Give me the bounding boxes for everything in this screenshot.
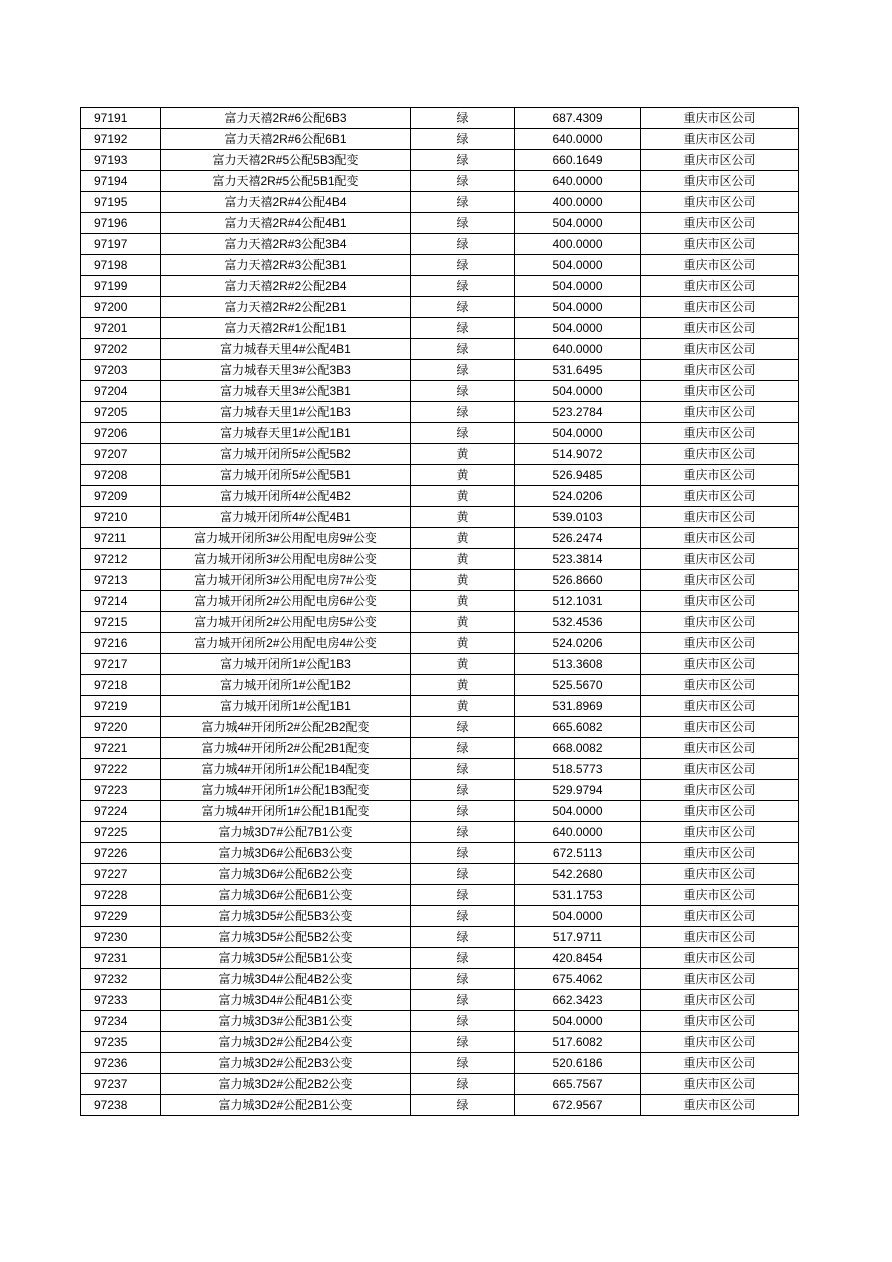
row-company: 重庆市区公司 [641, 444, 799, 465]
row-name: 富力城开闭所3#公用配电房8#公变 [161, 549, 411, 570]
row-status: 黄 [411, 444, 515, 465]
row-status: 黄 [411, 696, 515, 717]
row-value: 512.1031 [515, 591, 641, 612]
row-id: 97232 [81, 969, 161, 990]
row-company: 重庆市区公司 [641, 675, 799, 696]
row-company: 重庆市区公司 [641, 234, 799, 255]
row-id: 97234 [81, 1011, 161, 1032]
row-name: 富力天禧2R#1公配1B1 [161, 318, 411, 339]
row-company: 重庆市区公司 [641, 906, 799, 927]
row-name: 富力城3D5#公配5B2公变 [161, 927, 411, 948]
table-row [81, 423, 799, 444]
row-name: 富力城春天里4#公配4B1 [161, 339, 411, 360]
row-id: 97215 [81, 612, 161, 633]
row-company: 重庆市区公司 [641, 654, 799, 675]
table-row [81, 234, 799, 255]
table-row [81, 1053, 799, 1074]
row-name: 富力城3D3#公配3B1公变 [161, 1011, 411, 1032]
row-value: 687.4309 [515, 108, 641, 129]
row-name: 富力天禧2R#3公配3B1 [161, 255, 411, 276]
row-id: 97196 [81, 213, 161, 234]
row-id: 97230 [81, 927, 161, 948]
row-company: 重庆市区公司 [641, 696, 799, 717]
row-status: 黄 [411, 570, 515, 591]
row-company: 重庆市区公司 [641, 885, 799, 906]
row-value: 526.9485 [515, 465, 641, 486]
table-row [81, 339, 799, 360]
row-id: 97197 [81, 234, 161, 255]
row-id: 97207 [81, 444, 161, 465]
row-value: 665.6082 [515, 717, 641, 738]
row-name: 富力城3D6#公配6B3公变 [161, 843, 411, 864]
row-company: 重庆市区公司 [641, 633, 799, 654]
row-status: 绿 [411, 423, 515, 444]
transformer-table-wrap [80, 107, 799, 1116]
transformer-table [80, 107, 799, 1116]
row-status: 绿 [411, 1032, 515, 1053]
table-row [81, 633, 799, 654]
row-id: 97201 [81, 318, 161, 339]
row-id: 97220 [81, 717, 161, 738]
row-name: 富力城3D2#公配2B3公变 [161, 1053, 411, 1074]
table-row [81, 192, 799, 213]
row-status: 绿 [411, 969, 515, 990]
row-name: 富力城开闭所2#公用配电房5#公变 [161, 612, 411, 633]
row-id: 97204 [81, 381, 161, 402]
table-row [81, 381, 799, 402]
row-company: 重庆市区公司 [641, 171, 799, 192]
row-name: 富力城春天里1#公配1B1 [161, 423, 411, 444]
row-company: 重庆市区公司 [641, 864, 799, 885]
row-id: 97227 [81, 864, 161, 885]
table-row [81, 213, 799, 234]
row-company: 重庆市区公司 [641, 717, 799, 738]
row-name: 富力城开闭所2#公用配电房6#公变 [161, 591, 411, 612]
row-id: 97225 [81, 822, 161, 843]
row-company: 重庆市区公司 [641, 801, 799, 822]
row-value: 675.4062 [515, 969, 641, 990]
row-name: 富力城3D5#公配5B1公变 [161, 948, 411, 969]
row-value: 524.0206 [515, 633, 641, 654]
row-value: 504.0000 [515, 423, 641, 444]
row-value: 542.2680 [515, 864, 641, 885]
row-company: 重庆市区公司 [641, 612, 799, 633]
row-value: 504.0000 [515, 276, 641, 297]
row-name: 富力天禧2R#2公配2B4 [161, 276, 411, 297]
row-value: 520.6186 [515, 1053, 641, 1074]
row-value: 504.0000 [515, 213, 641, 234]
row-name: 富力城开闭所2#公用配电房4#公变 [161, 633, 411, 654]
row-status: 绿 [411, 402, 515, 423]
table-row [81, 717, 799, 738]
table-row [81, 465, 799, 486]
row-value: 504.0000 [515, 297, 641, 318]
row-status: 绿 [411, 150, 515, 171]
row-value: 504.0000 [515, 906, 641, 927]
row-status: 黄 [411, 465, 515, 486]
row-company: 重庆市区公司 [641, 465, 799, 486]
row-value: 532.4536 [515, 612, 641, 633]
row-status: 绿 [411, 780, 515, 801]
row-status: 绿 [411, 108, 515, 129]
row-value: 400.0000 [515, 192, 641, 213]
row-value: 526.2474 [515, 528, 641, 549]
row-status: 绿 [411, 255, 515, 276]
row-company: 重庆市区公司 [641, 192, 799, 213]
row-value: 672.5113 [515, 843, 641, 864]
table-row [81, 171, 799, 192]
row-name: 富力天禧2R#6公配6B1 [161, 129, 411, 150]
row-status: 绿 [411, 381, 515, 402]
row-value: 525.5670 [515, 675, 641, 696]
row-status: 绿 [411, 276, 515, 297]
row-name: 富力城4#开闭所1#公配1B4配变 [161, 759, 411, 780]
row-company: 重庆市区公司 [641, 948, 799, 969]
table-row [81, 129, 799, 150]
row-id: 97208 [81, 465, 161, 486]
row-status: 绿 [411, 738, 515, 759]
row-value: 518.5773 [515, 759, 641, 780]
row-status: 绿 [411, 192, 515, 213]
table-row [81, 948, 799, 969]
row-id: 97200 [81, 297, 161, 318]
table-row [81, 738, 799, 759]
table-row [81, 360, 799, 381]
row-id: 97229 [81, 906, 161, 927]
row-status: 绿 [411, 864, 515, 885]
row-status: 绿 [411, 927, 515, 948]
table-row [81, 780, 799, 801]
row-status: 绿 [411, 1011, 515, 1032]
row-name: 富力天禧2R#2公配2B1 [161, 297, 411, 318]
row-id: 97224 [81, 801, 161, 822]
row-status: 黄 [411, 612, 515, 633]
table-row [81, 1095, 799, 1116]
row-name: 富力城开闭所3#公用配电房9#公变 [161, 528, 411, 549]
row-id: 97219 [81, 696, 161, 717]
row-id: 97211 [81, 528, 161, 549]
row-id: 97213 [81, 570, 161, 591]
row-id: 97228 [81, 885, 161, 906]
table-body [81, 108, 799, 1116]
table-row [81, 402, 799, 423]
row-name: 富力城开闭所5#公配5B1 [161, 465, 411, 486]
row-id: 97216 [81, 633, 161, 654]
row-name: 富力城3D6#公配6B1公变 [161, 885, 411, 906]
table-row [81, 108, 799, 129]
row-name: 富力天禧2R#4公配4B1 [161, 213, 411, 234]
row-status: 绿 [411, 948, 515, 969]
row-status: 绿 [411, 906, 515, 927]
row-value: 524.0206 [515, 486, 641, 507]
row-company: 重庆市区公司 [641, 423, 799, 444]
row-company: 重庆市区公司 [641, 1095, 799, 1116]
row-value: 668.0082 [515, 738, 641, 759]
row-name: 富力城春天里3#公配3B3 [161, 360, 411, 381]
row-value: 640.0000 [515, 171, 641, 192]
row-name: 富力城3D4#公配4B2公变 [161, 969, 411, 990]
row-id: 97236 [81, 1053, 161, 1074]
table-row [81, 444, 799, 465]
row-status: 绿 [411, 318, 515, 339]
row-name: 富力天禧2R#4公配4B4 [161, 192, 411, 213]
row-value: 531.1753 [515, 885, 641, 906]
row-id: 97199 [81, 276, 161, 297]
table-row [81, 969, 799, 990]
row-id: 97222 [81, 759, 161, 780]
row-status: 黄 [411, 675, 515, 696]
table-row [81, 276, 799, 297]
row-value: 504.0000 [515, 381, 641, 402]
table-row [81, 654, 799, 675]
row-id: 97198 [81, 255, 161, 276]
table-row [81, 486, 799, 507]
table-row [81, 675, 799, 696]
row-company: 重庆市区公司 [641, 759, 799, 780]
row-id: 97191 [81, 108, 161, 129]
row-value: 539.0103 [515, 507, 641, 528]
row-value: 504.0000 [515, 1011, 641, 1032]
table-row [81, 801, 799, 822]
row-value: 400.0000 [515, 234, 641, 255]
row-id: 97221 [81, 738, 161, 759]
row-company: 重庆市区公司 [641, 129, 799, 150]
row-company: 重庆市区公司 [641, 402, 799, 423]
row-value: 517.6082 [515, 1032, 641, 1053]
row-company: 重庆市区公司 [641, 381, 799, 402]
row-status: 绿 [411, 1095, 515, 1116]
table-row [81, 528, 799, 549]
row-status: 黄 [411, 633, 515, 654]
row-status: 绿 [411, 885, 515, 906]
table-row [81, 570, 799, 591]
row-name: 富力城开闭所5#公配5B2 [161, 444, 411, 465]
row-id: 97203 [81, 360, 161, 381]
row-status: 绿 [411, 171, 515, 192]
row-company: 重庆市区公司 [641, 738, 799, 759]
table-row [81, 927, 799, 948]
row-value: 665.7567 [515, 1074, 641, 1095]
row-name: 富力城开闭所1#公配1B2 [161, 675, 411, 696]
row-status: 绿 [411, 717, 515, 738]
row-name: 富力城开闭所1#公配1B3 [161, 654, 411, 675]
row-status: 绿 [411, 360, 515, 381]
row-value: 513.3608 [515, 654, 641, 675]
row-status: 绿 [411, 297, 515, 318]
row-id: 97209 [81, 486, 161, 507]
table-row [81, 864, 799, 885]
row-status: 黄 [411, 591, 515, 612]
row-status: 绿 [411, 843, 515, 864]
row-name: 富力城4#开闭所1#公配1B1配变 [161, 801, 411, 822]
table-row [81, 822, 799, 843]
row-company: 重庆市区公司 [641, 1011, 799, 1032]
row-id: 97194 [81, 171, 161, 192]
row-status: 绿 [411, 822, 515, 843]
row-value: 523.3814 [515, 549, 641, 570]
row-value: 529.9794 [515, 780, 641, 801]
table-row [81, 843, 799, 864]
row-status: 绿 [411, 759, 515, 780]
row-value: 672.9567 [515, 1095, 641, 1116]
row-status: 黄 [411, 486, 515, 507]
table-row [81, 906, 799, 927]
row-value: 420.8454 [515, 948, 641, 969]
row-name: 富力城春天里3#公配3B1 [161, 381, 411, 402]
row-value: 523.2784 [515, 402, 641, 423]
row-value: 640.0000 [515, 822, 641, 843]
row-id: 97226 [81, 843, 161, 864]
row-company: 重庆市区公司 [641, 507, 799, 528]
row-name: 富力城4#开闭所1#公配1B3配变 [161, 780, 411, 801]
row-id: 97223 [81, 780, 161, 801]
row-company: 重庆市区公司 [641, 339, 799, 360]
row-company: 重庆市区公司 [641, 843, 799, 864]
table-row [81, 759, 799, 780]
row-company: 重庆市区公司 [641, 591, 799, 612]
row-id: 97195 [81, 192, 161, 213]
table-row [81, 591, 799, 612]
row-name: 富力城开闭所3#公用配电房7#公变 [161, 570, 411, 591]
row-status: 绿 [411, 990, 515, 1011]
row-company: 重庆市区公司 [641, 1074, 799, 1095]
row-status: 绿 [411, 801, 515, 822]
row-id: 97231 [81, 948, 161, 969]
row-status: 绿 [411, 1053, 515, 1074]
row-status: 黄 [411, 507, 515, 528]
row-name: 富力城开闭所4#公配4B1 [161, 507, 411, 528]
row-id: 97238 [81, 1095, 161, 1116]
row-company: 重庆市区公司 [641, 1053, 799, 1074]
table-row [81, 885, 799, 906]
table-row [81, 318, 799, 339]
row-id: 97212 [81, 549, 161, 570]
table-row [81, 549, 799, 570]
row-id: 97218 [81, 675, 161, 696]
row-company: 重庆市区公司 [641, 255, 799, 276]
row-id: 97206 [81, 423, 161, 444]
row-company: 重庆市区公司 [641, 318, 799, 339]
table-row [81, 150, 799, 171]
row-name: 富力天禧2R#5公配5B3配变 [161, 150, 411, 171]
row-id: 97205 [81, 402, 161, 423]
row-company: 重庆市区公司 [641, 570, 799, 591]
row-id: 97233 [81, 990, 161, 1011]
row-name: 富力城开闭所1#公配1B1 [161, 696, 411, 717]
table-row [81, 1032, 799, 1053]
row-company: 重庆市区公司 [641, 822, 799, 843]
table-row [81, 612, 799, 633]
row-company: 重庆市区公司 [641, 360, 799, 381]
row-value: 526.8660 [515, 570, 641, 591]
row-status: 绿 [411, 213, 515, 234]
table-row [81, 1011, 799, 1032]
row-value: 517.9711 [515, 927, 641, 948]
row-value: 640.0000 [515, 339, 641, 360]
row-value: 531.6495 [515, 360, 641, 381]
row-company: 重庆市区公司 [641, 150, 799, 171]
row-company: 重庆市区公司 [641, 486, 799, 507]
row-value: 514.9072 [515, 444, 641, 465]
row-id: 97237 [81, 1074, 161, 1095]
row-name: 富力城4#开闭所2#公配2B2配变 [161, 717, 411, 738]
row-name: 富力城3D2#公配2B2公变 [161, 1074, 411, 1095]
row-company: 重庆市区公司 [641, 990, 799, 1011]
row-name: 富力城春天里1#公配1B3 [161, 402, 411, 423]
row-name: 富力城开闭所4#公配4B2 [161, 486, 411, 507]
row-id: 97202 [81, 339, 161, 360]
row-status: 黄 [411, 654, 515, 675]
row-company: 重庆市区公司 [641, 528, 799, 549]
table-row [81, 507, 799, 528]
row-name: 富力城3D6#公配6B2公变 [161, 864, 411, 885]
row-company: 重庆市区公司 [641, 1032, 799, 1053]
row-company: 重庆市区公司 [641, 969, 799, 990]
row-name: 富力城3D7#公配7B1公变 [161, 822, 411, 843]
table-row [81, 255, 799, 276]
table-row [81, 696, 799, 717]
table-row [81, 1074, 799, 1095]
row-status: 黄 [411, 549, 515, 570]
row-company: 重庆市区公司 [641, 780, 799, 801]
row-value: 504.0000 [515, 255, 641, 276]
row-id: 97214 [81, 591, 161, 612]
row-company: 重庆市区公司 [641, 213, 799, 234]
row-company: 重庆市区公司 [641, 927, 799, 948]
row-value: 660.1649 [515, 150, 641, 171]
row-company: 重庆市区公司 [641, 276, 799, 297]
row-status: 绿 [411, 234, 515, 255]
row-name: 富力城3D2#公配2B4公变 [161, 1032, 411, 1053]
row-id: 97210 [81, 507, 161, 528]
row-name: 富力城3D4#公配4B1公变 [161, 990, 411, 1011]
row-name: 富力城4#开闭所2#公配2B1配变 [161, 738, 411, 759]
row-value: 640.0000 [515, 129, 641, 150]
row-value: 504.0000 [515, 801, 641, 822]
table-row [81, 990, 799, 1011]
row-name: 富力城3D2#公配2B1公变 [161, 1095, 411, 1116]
row-status: 黄 [411, 528, 515, 549]
row-status: 绿 [411, 339, 515, 360]
row-company: 重庆市区公司 [641, 108, 799, 129]
row-value: 504.0000 [515, 318, 641, 339]
row-status: 绿 [411, 129, 515, 150]
row-id: 97217 [81, 654, 161, 675]
row-name: 富力天禧2R#6公配6B3 [161, 108, 411, 129]
row-name: 富力天禧2R#5公配5B1配变 [161, 171, 411, 192]
row-company: 重庆市区公司 [641, 549, 799, 570]
table-row [81, 297, 799, 318]
row-company: 重庆市区公司 [641, 297, 799, 318]
row-value: 662.3423 [515, 990, 641, 1011]
row-id: 97193 [81, 150, 161, 171]
row-name: 富力天禧2R#3公配3B4 [161, 234, 411, 255]
row-id: 97192 [81, 129, 161, 150]
row-name: 富力城3D5#公配5B3公变 [161, 906, 411, 927]
row-status: 绿 [411, 1074, 515, 1095]
row-id: 97235 [81, 1032, 161, 1053]
row-value: 531.8969 [515, 696, 641, 717]
